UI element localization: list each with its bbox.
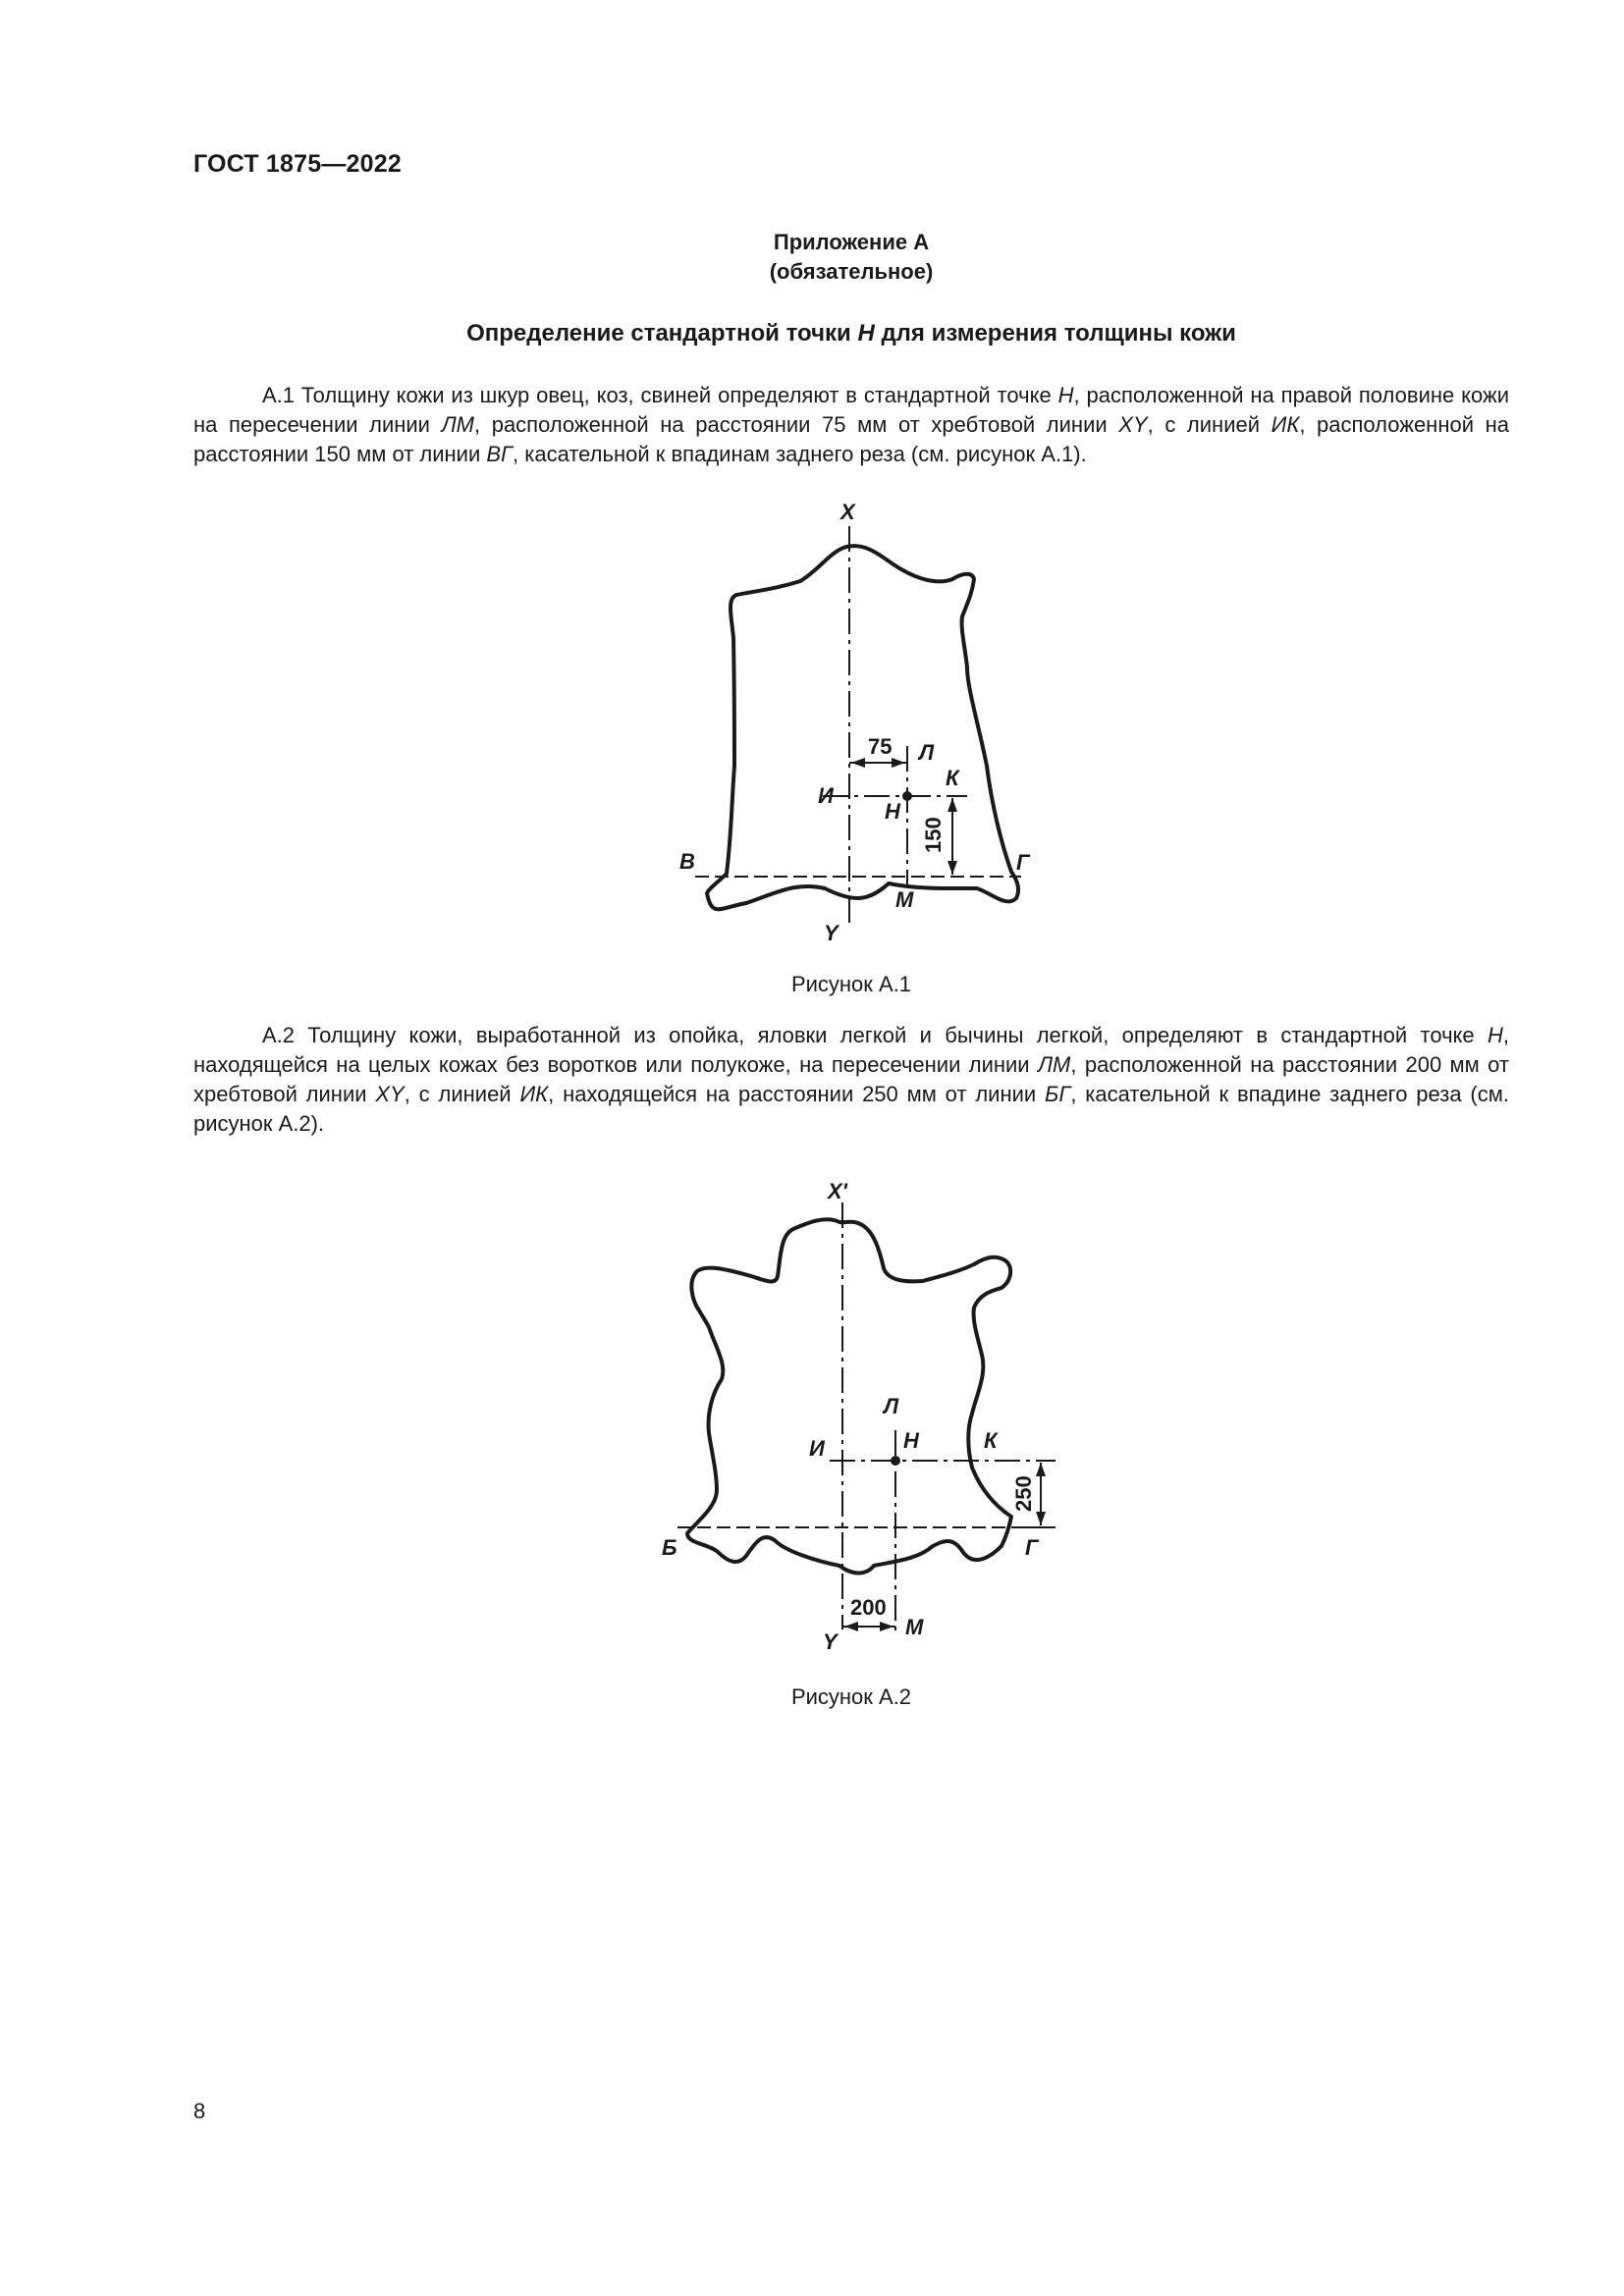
para1-run: XY xyxy=(1118,412,1148,437)
para2-run: А.2 Толщину кожи, выработанной из опойка, яловки легкой и бычины легкой, определяют в стандартной точке xyxy=(262,1023,1488,1047)
dimension-250-arrow-bottom xyxy=(1036,1512,1046,1525)
label-n: Н xyxy=(903,1428,919,1453)
figure-a1-caption: Рисунок А.1 xyxy=(790,972,912,996)
dimension-250-label: 250 xyxy=(1011,1475,1036,1512)
label-y: Y xyxy=(824,921,839,945)
para1-run: ИК xyxy=(1271,412,1300,437)
para2-run: , расположенной на расстоянии 200 мм от хребтовой линии xyxy=(193,1052,1509,1106)
para2-run: , касательной к впадине заднего реза (см. рисунок А.2). xyxy=(193,1082,1509,1136)
annex-status: (обязательное) xyxy=(769,259,934,284)
label-l: Л xyxy=(884,1394,899,1418)
label-m: М xyxy=(905,1615,924,1639)
para1-run: А.1 Толщину кожи из шкур овец, коз, свиней определяют в стандартной точке xyxy=(262,383,1058,407)
para1-run: Н xyxy=(1057,383,1074,407)
para1-run: , касательной к впадинам заднего реза (см. рисунок А.1). xyxy=(513,442,1087,466)
para2-run: БГ xyxy=(1045,1082,1071,1106)
label-l: Л xyxy=(919,740,935,765)
dimension-200-arrow-right xyxy=(880,1622,893,1631)
para1-run: , расположенной на расстоянии 150 мм от линии xyxy=(193,412,1509,466)
document-code: ГОСТ 1875—2022 xyxy=(193,150,402,178)
label-y: Y xyxy=(823,1629,838,1654)
para2-run: , с линией xyxy=(404,1082,520,1106)
para1-run: ВГ xyxy=(486,442,514,466)
label-i: И xyxy=(809,1436,825,1461)
dimension-150-label: 150 xyxy=(921,817,946,853)
section-title-point: Н xyxy=(857,320,875,347)
dimension-75-label: 75 xyxy=(868,734,893,759)
label-m: М xyxy=(895,887,914,912)
page-number: 8 xyxy=(193,2099,206,2123)
label-v: В xyxy=(679,849,695,874)
para1-run: , расположенной на расстоянии 75 мм от хребтовой линии xyxy=(474,412,1119,437)
label-x: X xyxy=(840,500,855,524)
section-title-before: Определение стандартной точки xyxy=(466,320,858,347)
dimension-250-arrow-top xyxy=(1036,1463,1046,1476)
section-title-after: для измерения толщины кожи xyxy=(874,320,1236,347)
para2-run: , находящейся на расстоянии 250 мм от линии xyxy=(548,1082,1046,1106)
para2-run: XY xyxy=(375,1082,405,1106)
label-b: Б xyxy=(662,1535,677,1560)
annex-title: Приложение А xyxy=(773,230,930,254)
dimension-200-label: 200 xyxy=(850,1595,887,1620)
para1-run: , с линией xyxy=(1147,412,1272,437)
hide-outline-a2 xyxy=(687,1219,1011,1573)
label-g: Г xyxy=(1016,850,1030,875)
label-k: К xyxy=(946,766,959,790)
label-i: И xyxy=(818,783,834,808)
para1-run: , расположенной на правой половине кожи на пересечении линии xyxy=(193,383,1509,437)
label-g: Г xyxy=(1025,1535,1039,1560)
point-h-marker xyxy=(891,1456,900,1466)
label-x-prime: X' xyxy=(828,1179,847,1203)
dimension-200-arrow-left xyxy=(844,1622,858,1631)
para2-run: , находящейся на целых кожах без воротков или полукоже, на пересечении линии xyxy=(193,1023,1509,1077)
figure-a2-caption: Рисунок А.2 xyxy=(790,1684,912,1709)
para2-run: ИК xyxy=(519,1082,549,1106)
para2-run: ЛМ xyxy=(1037,1052,1071,1077)
label-n: Н xyxy=(885,799,900,824)
para2-run: Н xyxy=(1487,1023,1503,1047)
label-k: К xyxy=(984,1428,998,1453)
para1-run: ЛМ xyxy=(441,412,474,437)
